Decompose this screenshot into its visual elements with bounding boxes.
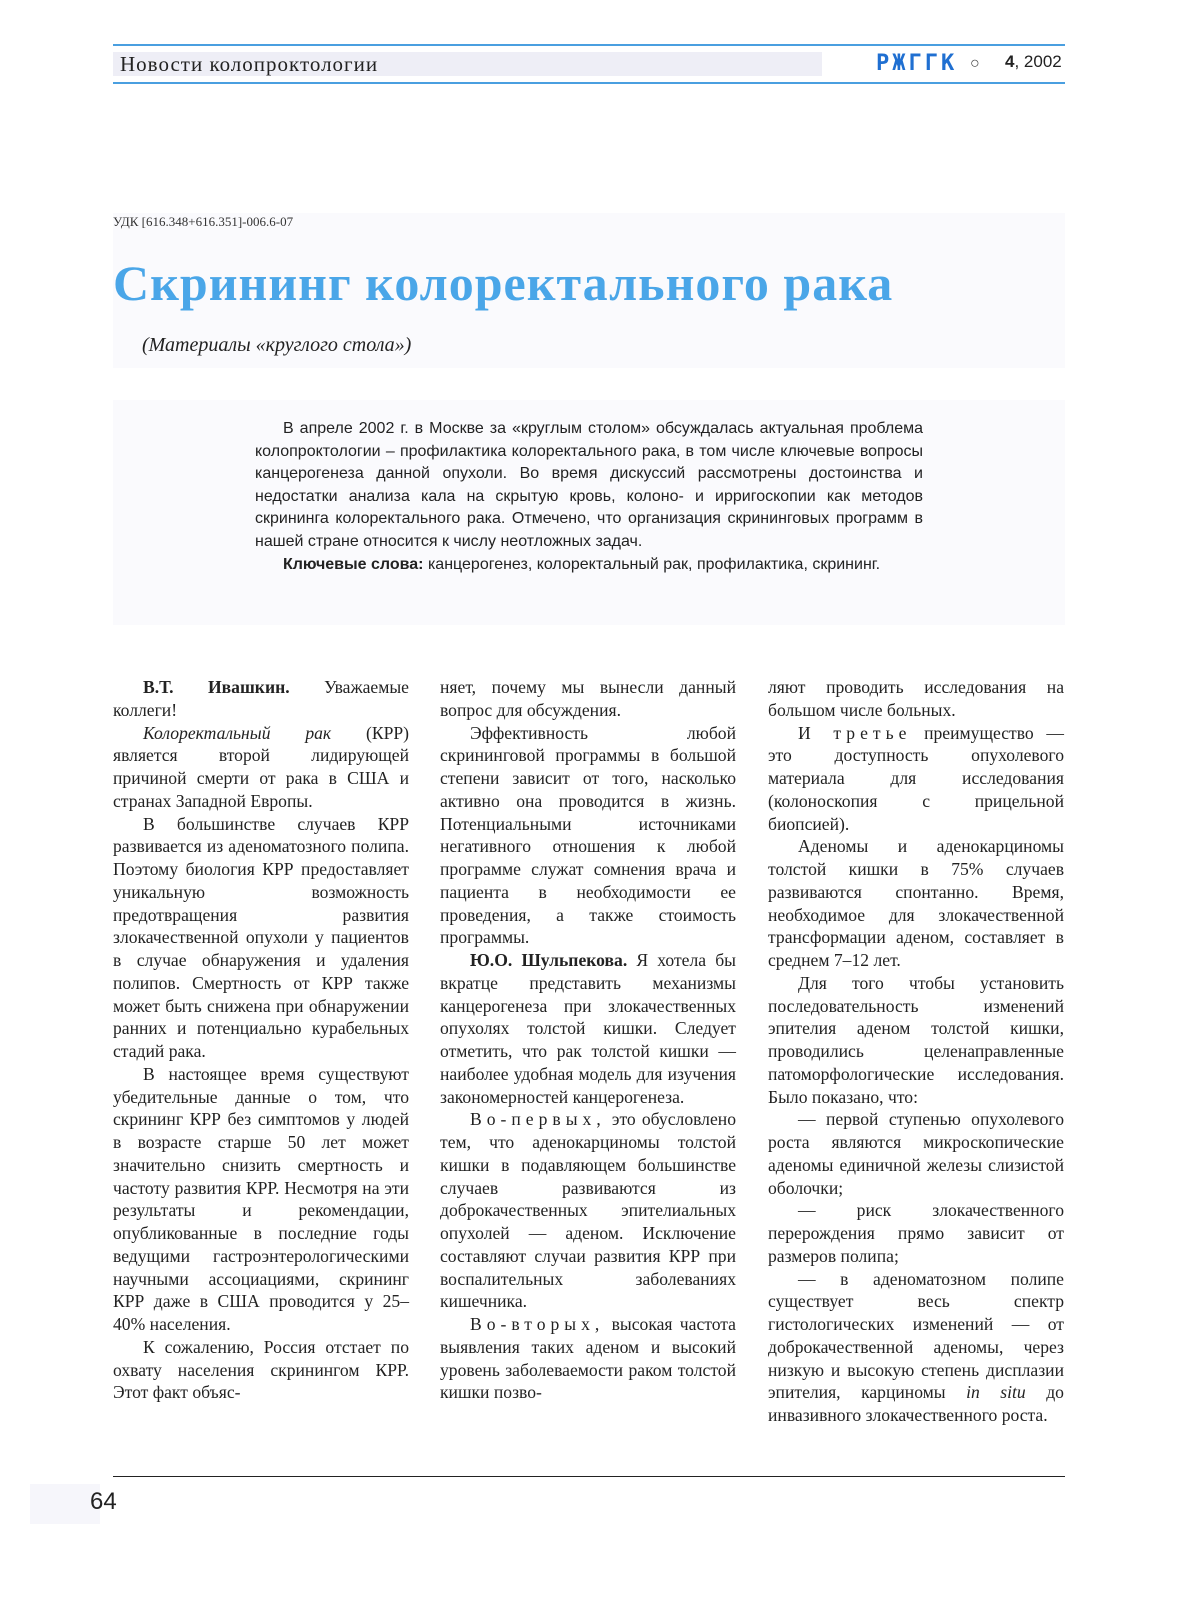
abstract: [255, 418, 923, 576]
page-number: 64: [90, 1488, 117, 1515]
paragraph: Для того чтобы установить последовательность изменений эпителия аденом толстой кишки, проводились целенаправленные патоморфологические исследования. Было показано, что:: [768, 972, 1064, 1107]
term: in situ: [966, 1382, 1026, 1403]
keywords: [255, 554, 923, 577]
spaced-lead: Во-вторых,: [470, 1314, 605, 1334]
paragraph: Эффективность любой скрининговой программы в большой степени зависит от того, насколько активно она проводится в жизнь. Потенциальными источниками негативного отношения к любой программе служат сомнения врача и пациента в необходимости ее проведения, а также стоимость программы.: [440, 722, 736, 948]
issue-number: 4: [1005, 52, 1015, 71]
term: Колоректальный рак: [143, 722, 332, 743]
abstract-text: В апреле 2002 г. в Москве за «круглым столом» обсуждалась актуальная проблема колопроктологии – профилактика колоректального рака, в том числе ключевые вопросы канцерогенеза данной опухоли. Во время дискуссий рассмотрены достоинства и недостатки анализа кала на скрытую кровь, колоно- и ирригоскопии как методов скрининга колоректального рака. Отмечено, что организация скрининговых программ в нашей стране относится к числу неотложных задач.: [255, 420, 923, 550]
udk-code: УДК [616.348+616.351]-006.6-07: [113, 214, 294, 229]
paragraph: няет, почему мы вынесли данный вопрос для обсуждения.: [440, 677, 736, 720]
paragraph: К сожалению, Россия отстает по охвату населения скринингом КРР. Этот факт объяс-: [113, 1336, 409, 1403]
spaced-lead: И третье: [798, 722, 912, 743]
speaker-name: Ю.О. Шульпекова.: [470, 950, 628, 970]
keywords-label: Ключевые слова:: [283, 555, 424, 573]
paragraph: В настоящее время существуют убедительные данные о том, что скрининг КРР без симптомов у людей в возрасте старше 50 лет может значительно снизить смертность и частоту развития КРР. Несмотря на эти результаты и рекомендации, опубликованные в последние годы ведущими гастроэнтерологическими научными ассоциациями, скрининг КРР даже в США проводится у 25–40% населения.: [113, 1063, 409, 1334]
column-3: [768, 676, 1064, 1427]
list-item: — в аденоматозном полипе существует весь спектр гистологических изменений — от доброкачественной аденомы, через низкую и высокую степень дисплазии эпителия, карциномы in situ до инвазивного злокачественного роста.: [768, 1268, 1064, 1425]
column-2: [440, 676, 736, 1404]
paragraph: ляют проводить исследования на большом числе больных.: [768, 677, 1064, 720]
issue-year: , 2002: [1014, 52, 1062, 71]
paragraph: Ю.О. Шульпекова. Я хотела бы вкратце представить механизмы канцерогенеза при злокачественных опухолях толстой кишки. Следует отметить, что рак толстой кишки — наиболее удобная модель для изучения закономерностей канцерогенеза.: [440, 950, 736, 1107]
keywords-text: канцерогенез, колоректальный рак, профилактика, скрининг.: [423, 555, 881, 573]
issue-info: [1005, 50, 1062, 74]
header-top-rule: [113, 44, 1065, 46]
bullet-icon: ○: [970, 55, 980, 72]
paragraph: Колоректальный рак (КРР) является второй лидирующей причиной смерти от рака в США и странах Западной Европы.: [113, 722, 410, 811]
paragraph: В.Т. Ивашкин. Уважаемые коллеги!: [113, 677, 409, 720]
paragraph: Аденомы и аденокарциномы толстой кишки в 75% случаев развиваются спонтанно. Время, необходимое для злокачественной трансформации аденом, составляет в среднем 7–12 лет.: [768, 836, 1064, 970]
speaker-name: В.Т. Ивашкин.: [143, 677, 290, 697]
journal-logo: РЖГГК: [876, 51, 958, 76]
header-bottom-rule: [113, 82, 1065, 84]
paragraph: В большинстве случаев КРР развивается из аденоматозного полипа. Поэтому биология КРР предоставляет уникальную возможность предотвращения развития злокачественной опухоли у пациентов в случае обнаружения и удаления полипов. Смертность от КРР также может быть снижена при обнаружении ранних и потенциально курабельных стадий рака.: [113, 813, 409, 1061]
article-subtitle: (Материалы «круглого стола»): [142, 334, 412, 356]
section-title: Новости колопроктологии: [120, 52, 379, 76]
paragraph: Во-первых, это обусловлено тем, что аденокарциномы толстой кишки в подавляющем большинстве случаев развиваются из доброкачественных эпителиальных опухолей — аденом. Исключение составляют случаи развития КРР при воспалительных заболеваниях кишечника.: [440, 1109, 736, 1312]
column-1: [113, 676, 409, 1404]
paragraph: Во-вторых, высокая частота выявления таких аденом и высокий уровень заболеваемости раком толстой кишки позво-: [440, 1314, 736, 1403]
spaced-lead: Во-первых,: [470, 1109, 606, 1130]
list-item: — первой ступенью опухолевого роста являются микроскопические аденомы единичной железы слизистой оболочки;: [768, 1109, 1064, 1198]
paragraph: И третье преимущество — это доступность опухолевого материала для исследования (колоноскопия с прицельной биопсией).: [768, 722, 1064, 834]
article-title: Скрининг колоректального рака: [113, 255, 894, 311]
list-item: — риск злокачественного перерождения прямо зависит от размеров полипа;: [768, 1200, 1064, 1266]
footer-rule: [113, 1476, 1065, 1477]
